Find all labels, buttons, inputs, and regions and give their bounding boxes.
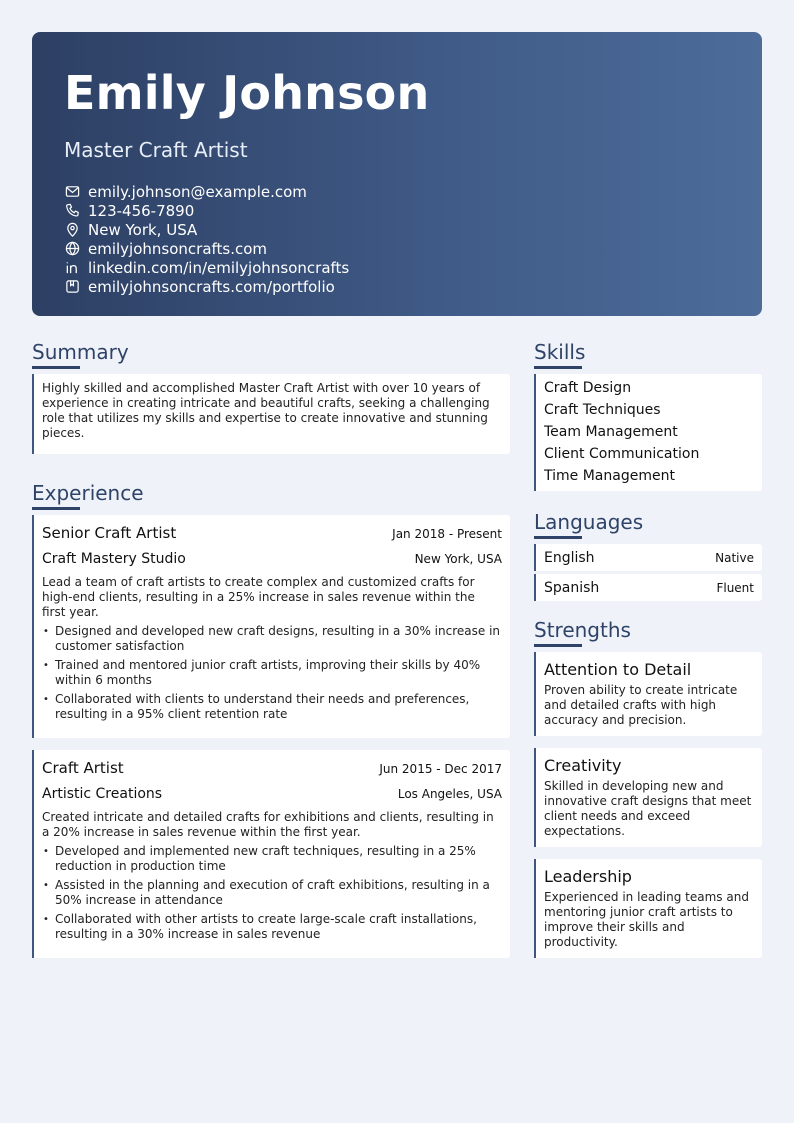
contact-website-text: emilyjohnsoncrafts.com: [88, 239, 268, 258]
linkedin-icon: [64, 260, 80, 276]
language-name: English: [544, 549, 595, 566]
strengths-section: [534, 618, 762, 958]
bullet-item: • Designed and developed new craft designs, resulting in a 30% increase in customer satisfaction: [42, 624, 502, 654]
experience-dates: Jan 2018 - Present: [392, 527, 502, 541]
experience-location: Los Angeles, USA: [397, 787, 502, 801]
skill-item: Team Management: [544, 424, 678, 440]
heading-underline: [534, 366, 582, 369]
contact-email[interactable]: [64, 182, 730, 201]
contact-phone[interactable]: [64, 201, 730, 220]
experience-role: Craft Artist: [42, 759, 124, 777]
skill-item: Client Communication: [544, 446, 700, 462]
summary-text: Highly skilled and accomplished Master Craft Artist with over 10 years of experience in creating intricate and beautiful crafts, seeking a challenging role that utilizes my skills and expertise to create innovative and stunning pieces.: [32, 374, 510, 454]
experience-company: Artistic Creations: [42, 786, 163, 802]
skills-list: [534, 374, 762, 491]
mail-icon: [64, 184, 80, 200]
skill-item: Craft Design: [544, 380, 632, 396]
contact-website[interactable]: [64, 239, 730, 258]
language-item: [534, 544, 762, 571]
section-heading: Strengths: [534, 618, 631, 642]
contact-portfolio[interactable]: [64, 277, 730, 296]
contact-email-text: emily.johnson@example.com: [88, 182, 307, 201]
skill-item: Time Management: [544, 468, 675, 484]
section-heading: Languages: [534, 510, 644, 534]
phone-icon: [64, 203, 80, 219]
section-heading: Skills: [534, 340, 586, 364]
experience-section: [32, 481, 510, 958]
bullet-item: • Collaborated with other artists to create large-scale craft installations, resulting in a 30% increase in sales revenue: [42, 912, 502, 942]
heading-underline: [32, 507, 80, 510]
experience-item: [32, 515, 510, 738]
strength-description: Experienced in leading teams and mentoring junior craft artists to improve their skills and productivity.: [544, 890, 749, 949]
contact-phone-text: 123-456-7890: [88, 201, 195, 220]
experience-dates: Jun 2015 - Dec 2017: [379, 762, 502, 776]
globe-icon: [64, 241, 80, 257]
contact-list: [64, 182, 730, 296]
experience-description: Lead a team of craft artists to create complex and customized crafts for high-end clients, resulting in a 25% increase in sales revenue within the first year.: [42, 575, 475, 619]
strength-item: [534, 859, 762, 958]
strength-item: [534, 652, 762, 736]
skill-item: Craft Techniques: [544, 402, 661, 418]
portfolio-icon: [64, 279, 80, 295]
experience-item: [32, 750, 510, 958]
resume-header: [32, 32, 762, 316]
main-column: [32, 340, 510, 970]
experience-role: Senior Craft Artist: [42, 524, 177, 542]
strength-title: Leadership: [544, 867, 632, 886]
contact-location: [64, 220, 730, 239]
contact-portfolio-text: emilyjohnsoncrafts.com/portfolio: [88, 277, 335, 296]
heading-underline: [32, 366, 80, 369]
location-icon: [64, 222, 80, 238]
strength-description: Skilled in developing new and innovative craft designs that meet client needs and exceed expectations.: [544, 779, 752, 838]
summary-section: [32, 340, 510, 454]
experience-location: New York, USA: [414, 552, 502, 566]
side-column: [534, 340, 762, 970]
experience-bullets: [42, 624, 502, 722]
contact-location-text: New York, USA: [88, 220, 198, 239]
experience-bullets: [42, 844, 502, 942]
bullet-item: • Developed and implemented new craft techniques, resulting in a 25% reduction in production time: [42, 844, 502, 874]
experience-company: Craft Mastery Studio: [42, 551, 186, 567]
person-name: Emily Johnson: [64, 66, 430, 120]
experience-description: Created intricate and detailed crafts for exhibitions and clients, resulting in a 20% increase in sales revenue within the first year.: [42, 810, 494, 839]
language-level: Native: [715, 550, 754, 565]
bullet-item: • Assisted in the planning and execution of craft exhibitions, resulting in a 50% increase in attendance: [42, 878, 502, 908]
heading-underline: [534, 536, 582, 539]
languages-section: [534, 510, 762, 601]
language-level: Fluent: [716, 580, 754, 595]
section-heading: Summary: [32, 340, 129, 364]
language-item: [534, 574, 762, 601]
language-name: Spanish: [544, 579, 600, 596]
contact-linkedin[interactable]: [64, 258, 730, 277]
strength-title: Attention to Detail: [544, 660, 692, 679]
bullet-item: • Trained and mentored junior craft artists, improving their skills by 40% within 6 months: [42, 658, 502, 688]
strength-item: [534, 748, 762, 847]
contact-linkedin-text: linkedin.com/in/emilyjohnsoncrafts: [88, 258, 350, 277]
heading-underline: [534, 644, 582, 647]
section-heading: Experience: [32, 481, 144, 505]
bullet-item: • Collaborated with clients to understand their needs and preferences, resulting in a 95% client retention rate: [42, 692, 502, 722]
strength-title: Creativity: [544, 756, 622, 775]
skills-section: [534, 340, 762, 491]
job-title: Master Craft Artist: [64, 138, 248, 162]
strength-description: Proven ability to create intricate and detailed crafts with high accuracy and precision.: [544, 683, 738, 727]
